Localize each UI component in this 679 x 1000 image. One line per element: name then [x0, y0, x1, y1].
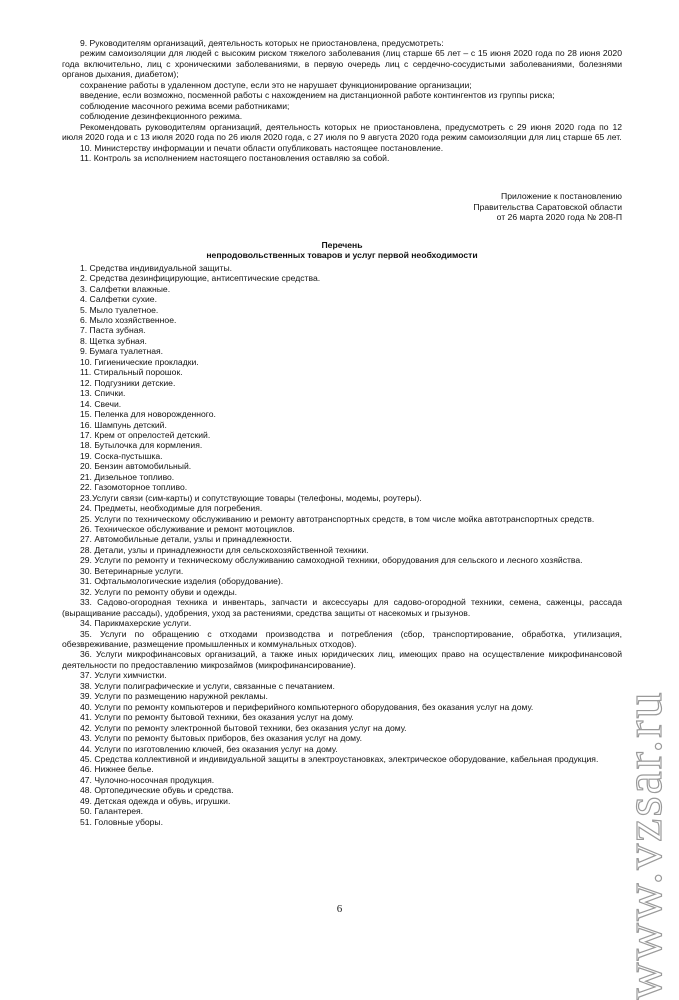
list-item: 8. Щетка зубная. [80, 335, 147, 346]
appendix-header [62, 191, 622, 222]
paragraph: 10. Министерству информации и печати области опубликовать настоящее постановление. [80, 142, 444, 153]
appendix-line: Приложение к постановлению [501, 191, 622, 202]
list-item: 2. Средства дезинфицирующие, антисептические средства. [80, 273, 321, 284]
list-item: 23.Услуги связи (сим-карты) и сопутствующие товары (телефоны, модемы, роутеры). [80, 492, 422, 503]
list-item: 6. Мыло хозяйственное. [80, 314, 177, 325]
list-item: 43. Услуги по ремонту бытовых приборов, без оказания услуг на дому. [80, 733, 362, 744]
top-paragraphs [62, 38, 622, 163]
list-item: 45. Средства коллективной и индивидуальной защиты в электроустановках, электрическое оборудование, кабельная продукция. [80, 754, 599, 764]
list-item: 3. Салфетки влажные. [80, 283, 171, 294]
list-item: 24. Предметы, необходимые для погребения. [80, 503, 263, 514]
list-item: 35. Услуги по обращению с отходами производства и потребления (сбор, транспортирование, обработка, утилизация, обезвреживание, размещение промышленных и коммунальных отходов). [62, 628, 622, 650]
goods-list [62, 263, 622, 827]
list-item: 37. Услуги химчистки. [80, 670, 167, 681]
paragraph: сохранение работы в удаленном доступе, если это не нарушает функционирование организации; [80, 79, 472, 90]
list-item: 46. Нижнее белье. [80, 764, 154, 775]
list-item: 10. Гигиенические прокладки. [80, 356, 199, 367]
appendix-line: Правительства Саратовской области [473, 201, 622, 212]
list-item: 50. Галантерея. [80, 806, 144, 817]
document-page [62, 38, 622, 827]
list-item: 9. Бумага туалетная. [80, 346, 164, 357]
list-item: 26. Техническое обслуживание и ремонт мотоциклов. [80, 524, 295, 535]
list-title-line: Перечень [321, 239, 363, 250]
list-item: 34. Парикмахерские услуги. [80, 618, 192, 629]
paragraph: 11. Контроль за исполнением настоящего постановления оставляю за собой. [80, 152, 390, 163]
list-item: 30. Ветеринарные услуги. [80, 565, 184, 576]
watermark: www.vzsar.ru [616, 690, 673, 1000]
list-item: 44. Услуги по изготовлению ключей, без оказания услуг на дому. [80, 743, 338, 754]
list-item: 29. Услуги по ремонту и техническому обслуживанию самоходной техники, оборудования для сельского и лесного хозяйства. [80, 555, 583, 566]
list-item: 15. Пеленка для новорожденного. [80, 409, 216, 420]
list-title-line: непродовольственных товаров и услуг первой необходимости [206, 250, 478, 261]
list-item: 21. Дизельное топливо. [80, 471, 175, 482]
list-item: 48. Ортопедические обувь и средства. [80, 785, 234, 796]
list-item: 51. Головные уборы. [80, 816, 163, 827]
list-item: 1. Средства индивидуальной защиты. [80, 262, 233, 273]
list-item: 27. Автомобильные детали, узлы и принадлежности. [80, 534, 292, 545]
list-item: 12. Подгузники детские. [80, 377, 176, 388]
list-item: 17. Крем от опрелостей детский. [80, 429, 211, 440]
list-item: 42. Услуги по ремонту электронной бытовой техники, без оказания услуг на дому. [80, 722, 407, 733]
paragraph: режим самоизоляции для людей с высоким риском тяжелого заболевания (лиц старше 65 лет – с 15 июня 2020 года по 28 июня 2020 года включительно, лиц с хроническими заболеваниями, в первую очередь лиц с сердечно-сосудистыми заболеваниями, болезнями органов дыхания, диабетом); [62, 48, 622, 80]
list-item: 39. Услуги по размещению наружной рекламы. [80, 691, 268, 702]
paragraph: 9. Руководителям организаций, деятельность которых не приостановлена, предусмотреть: [80, 38, 444, 48]
list-item: 41. Услуги по ремонту бытовой техники, без оказания услуг на дому. [80, 712, 354, 723]
list-item: 22. Газомоторное топливо. [80, 482, 188, 493]
list-item: 4. Салфетки сухие. [80, 294, 157, 305]
paragraph: введение, если возможно, посменной работы с нахождением на дистанционной работе контингентов из группы риска; [80, 90, 555, 101]
list-item: 28. Детали, узлы и принадлежности для сельскохозяйственной техники. [80, 544, 369, 555]
list-item: 25. Услуги по техническому обслуживанию и ремонту автотранспортных средств, в том числе мойка автотранспортных средств. [80, 513, 595, 524]
list-item: 31. Офтальмологические изделия (оборудование). [80, 576, 284, 587]
paragraph: соблюдение масочного режима всеми работниками; [80, 100, 290, 111]
paragraph: Рекомендовать руководителям организаций, деятельность которых не приостановлена, предусмотреть с 29 июня 2020 года по 12 июля 2020 года и с 13 июля 2020 года по 26 июля 2020 года, с 27 июля по 9 августа 2020 года режим самоизоляции для лиц старше 65 лет. [62, 121, 622, 143]
list-item: 19. Соска-пустышка. [80, 450, 163, 461]
list-item: 33. Садово-огородная техника и инвентарь, запчасти и аксессуары для садово-огородной техники, семена, саженцы, рассада (выращивание рассады), удобрения, уход за растениями, средства защиты от насекомых и грызунов. [62, 597, 622, 618]
list-item: 16. Шампунь детский. [80, 419, 167, 430]
list-item: 47. Чулочно-носочная продукция. [80, 774, 215, 785]
paragraph: соблюдение дезинфекционного режима. [80, 111, 243, 122]
list-item: 13. Спички. [80, 388, 126, 399]
page-number: 6 [336, 903, 343, 915]
list-item: 18. Бутылочка для кормления. [80, 440, 203, 451]
list-item: 20. Бензин автомобильный. [80, 461, 192, 472]
appendix-line: от 26 марта 2020 года № 208-П [496, 212, 622, 223]
list-item: 38. Услуги полиграфические и услуги, связанные с печатанием. [80, 680, 335, 691]
list-item: 36. Услуги микрофинансовых организаций, а также иных юридических лиц, имеющих право на осуществление микрофинансовой деятельности по предоставлению микрозаймов (микрофинансирование). [62, 649, 622, 670]
list-item: 49. Детская одежда и обувь, игрушки. [80, 795, 231, 806]
list-item: 14. Свечи. [80, 398, 122, 409]
list-item: 5. Мыло туалетное. [80, 304, 159, 315]
list-item: 40. Услуги по ремонту компьютеров и периферийного компьютерного оборудования, без оказания услуг на дому. [80, 701, 534, 712]
list-item: 7. Паста зубная. [80, 325, 146, 336]
list-title [62, 240, 622, 261]
list-item: 11. Стиральный порошок. [80, 367, 183, 378]
list-item: 32. Услуги по ремонту обуви и одежды. [80, 586, 238, 597]
